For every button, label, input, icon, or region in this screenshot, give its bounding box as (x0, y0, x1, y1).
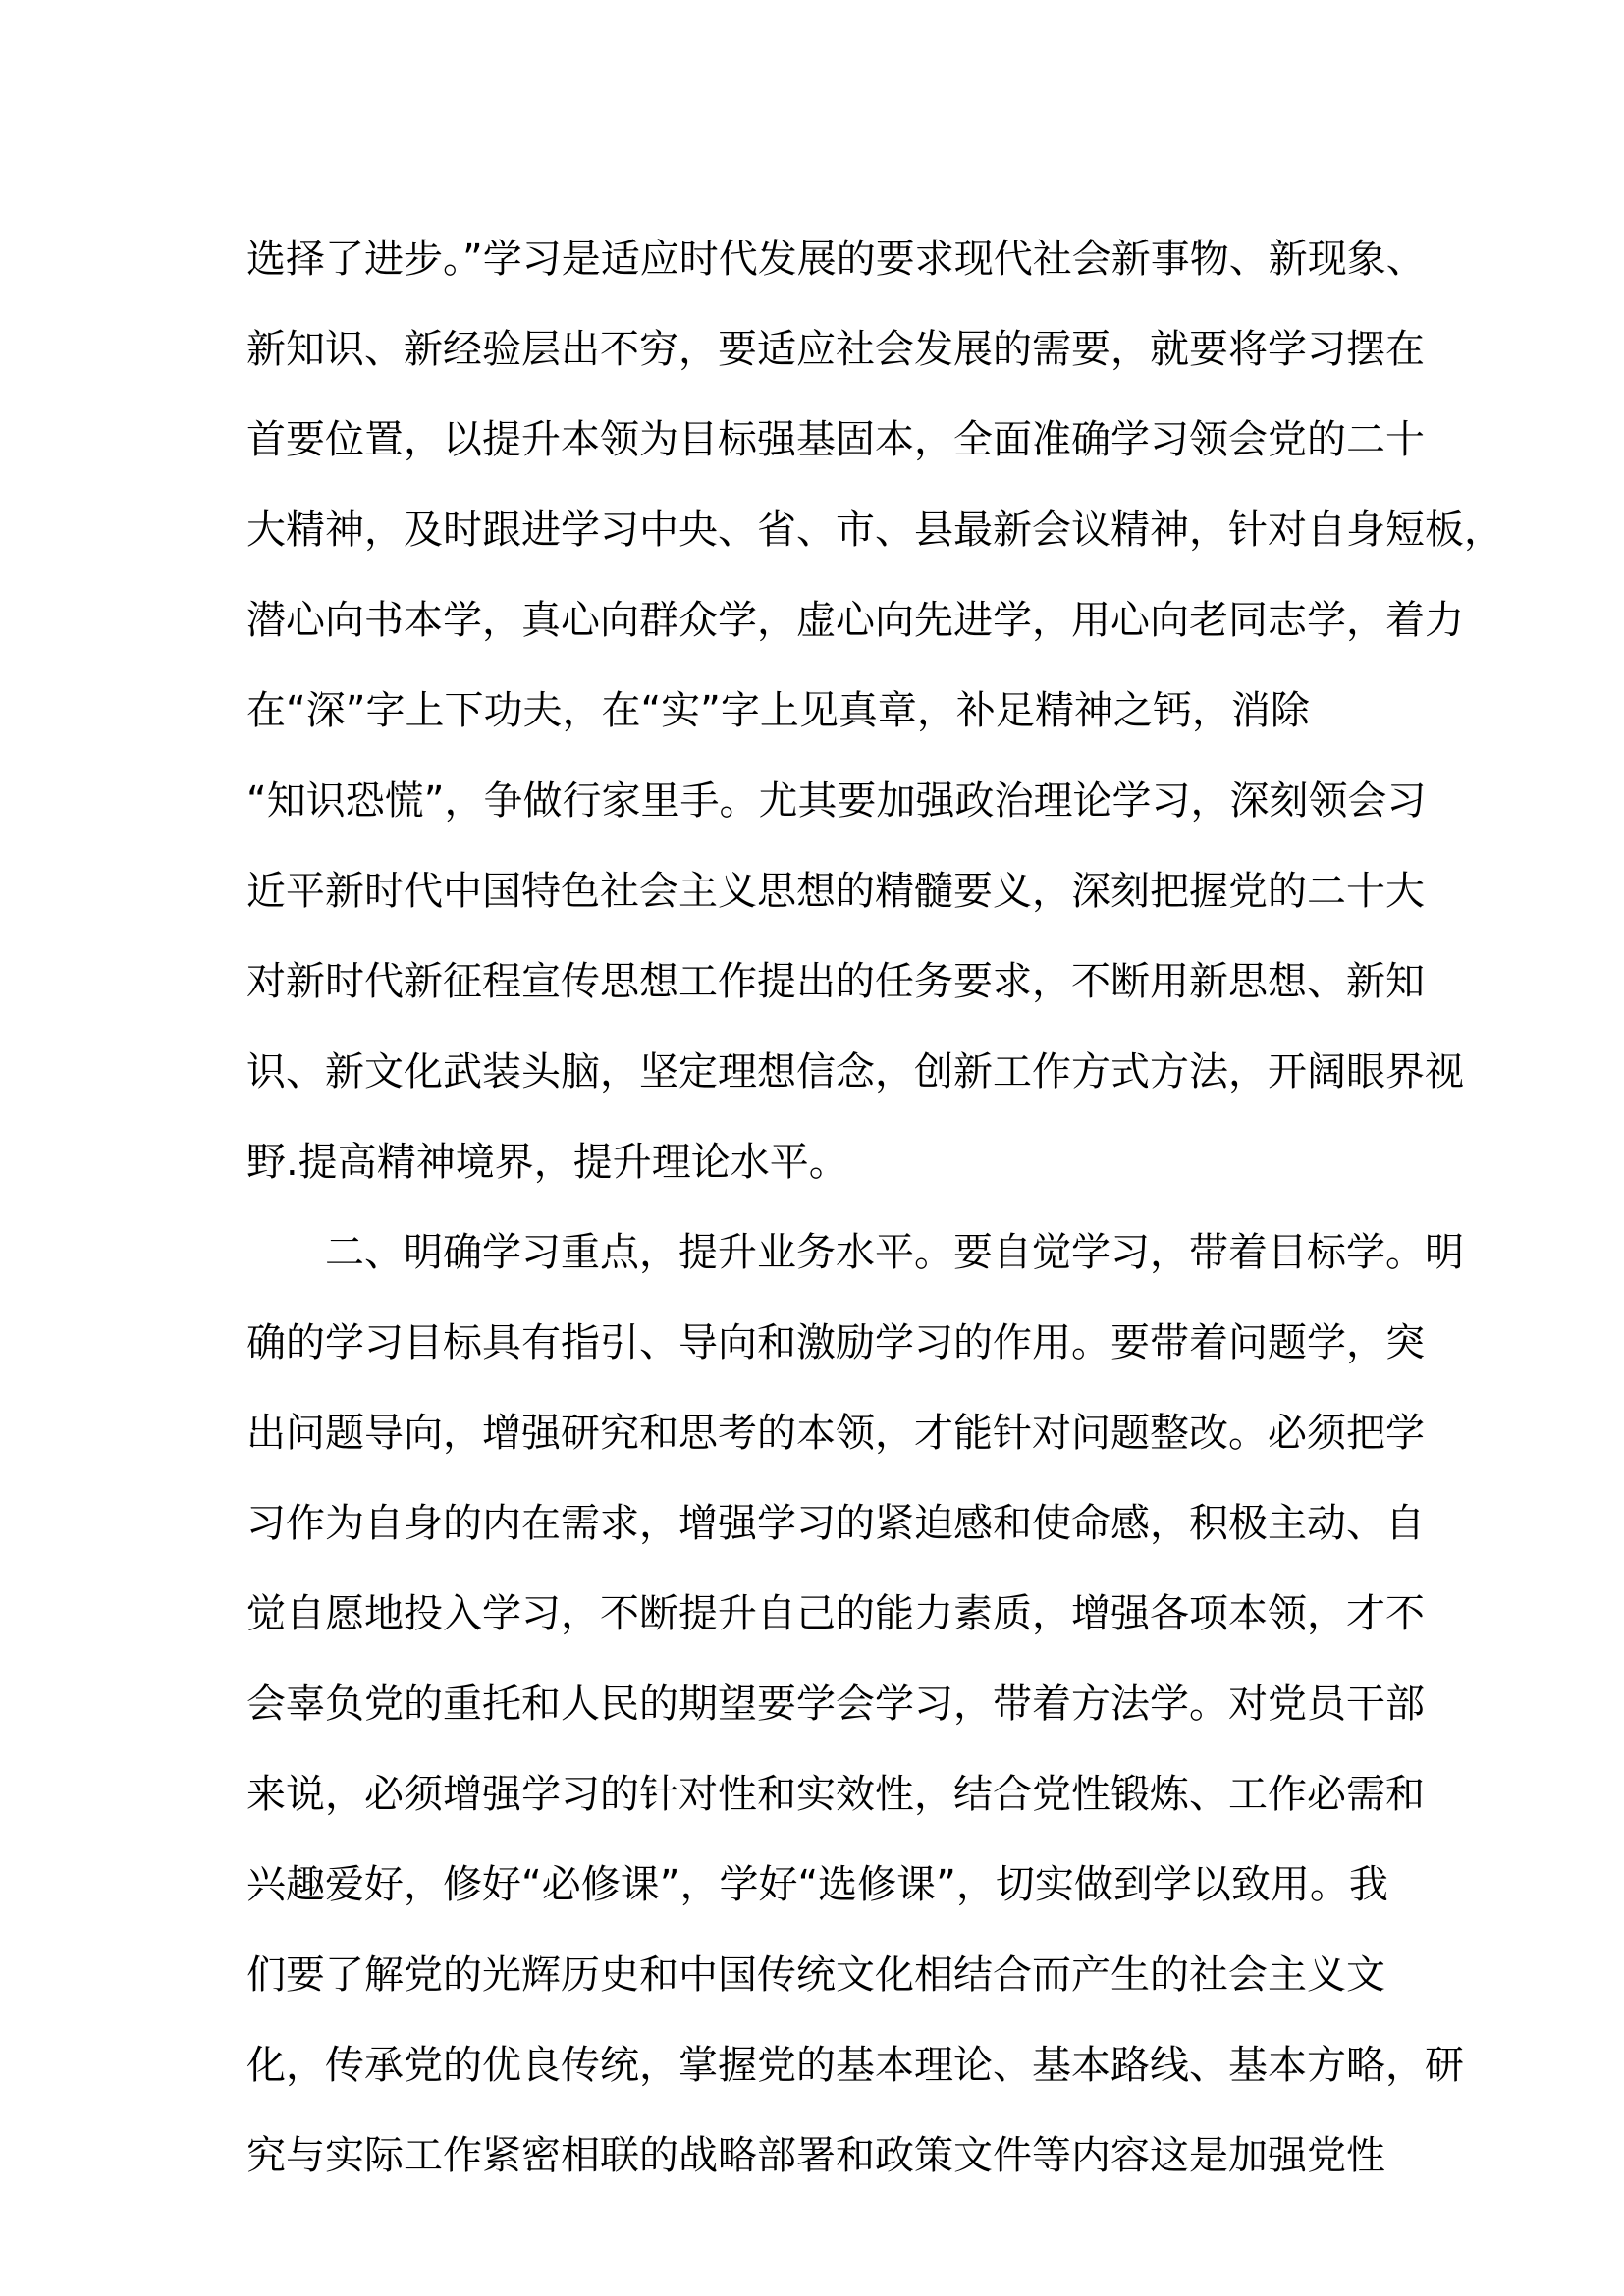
text-line-9: 对新时代新征程宣传思想工作提出的任务要求，不断用新思想、新知 (246, 959, 1425, 1004)
text-line-10: 识、新文化武装头脑，坚定理想信念，创新工作方式方法，开阔眼界视 (246, 1049, 1464, 1095)
text-line-12: 二、明确学习重点，提升业务水平。要自觉学习，带着目标学。明 (325, 1230, 1464, 1275)
text-line-16: 觉自愿地投入学习，不断提升自己的能力素质，增强各项本领，才不 (246, 1591, 1425, 1636)
text-line-15: 习作为自身的内在需求，增强学习的紧迫感和使命感，积极主动、自 (246, 1501, 1425, 1546)
text-line-20: 们要了解党的光辉历史和中国传统文化相结合而产生的社会主义文 (246, 1952, 1385, 1998)
text-line-18: 来说，必须增强学习的针对性和实效性，结合党性锻炼、工作必需和 (246, 1772, 1425, 1817)
text-line-19: 兴趣爱好，修好“必修课”，学好“选修课”，切实做到学以致用。我 (246, 1862, 1388, 1907)
text-line-22: 究与实际工作紧密相联的战略部署和政策文件等内容这是加强党性 (246, 2133, 1385, 2178)
text-line-17: 会辜负党的重托和人民的期望要学会学习，带着方法学。对党员干部 (246, 1682, 1425, 1727)
text-line-1: 选择了进步。”学习是适应时代发展的要求现代社会新事物、新现象、 (246, 237, 1426, 282)
text-line-2: 新知识、新经验层出不穷，要适应社会发展的需要，就要将学习摆在 (246, 327, 1425, 372)
text-line-4: 大精神，及时跟进学习中央、省、市、县最新会议精神，针对自身短板， (246, 507, 1503, 553)
text-line-3: 首要位置，以提升本领为目标强基固本，全面准确学习领会党的二十 (246, 417, 1425, 462)
text-line-7: “知识恐慌”，争做行家里手。尤其要加强政治理论学习，深刻领会习 (246, 778, 1427, 824)
text-line-6: 在“深”字上下功夫，在“实”字上见真章，补足精神之钙，消除 (246, 688, 1310, 733)
text-line-14: 出问题导向，增强研究和思考的本领，才能针对问题整改。必须把学 (246, 1411, 1425, 1456)
text-line-13: 确的学习目标具有指引、导向和激励学习的作用。要带着问题学，突 (246, 1320, 1425, 1365)
text-line-21: 化，传承党的优良传统，掌握党的基本理论、基本路线、基本方略，研 (246, 2043, 1464, 2088)
text-line-5: 潜心向书本学，真心向群众学，虚心向先进学，用心向老同志学，着力 (246, 598, 1464, 643)
text-line-11: 野.提高精神境界，提升理论水平。 (246, 1140, 848, 1185)
text-line-8: 近平新时代中国特色社会主义思想的精髓要义，深刻把握党的二十大 (246, 869, 1425, 914)
